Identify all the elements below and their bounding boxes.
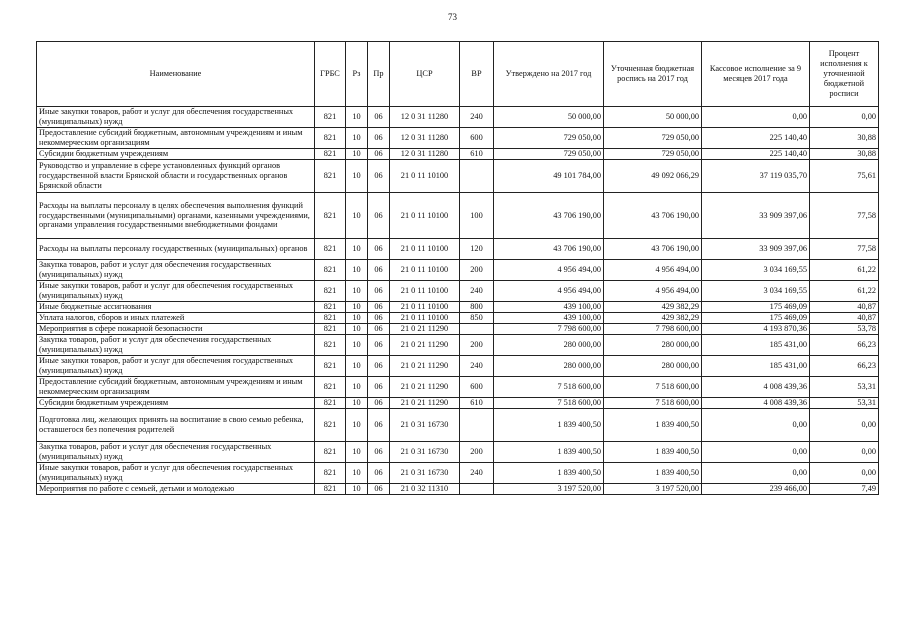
- row-refined: 280 000,00: [604, 356, 702, 377]
- row-approved: 1 839 400,50: [494, 442, 604, 463]
- row-csr: 21 0 21 11290: [390, 356, 460, 377]
- row-pr: 06: [368, 335, 390, 356]
- row-approved: 1 839 400,50: [494, 463, 604, 484]
- row-grbs: 821: [315, 484, 346, 495]
- table-row: [37, 107, 879, 128]
- table-row: [37, 281, 879, 302]
- header-name: Наименование: [37, 42, 315, 107]
- page-number: 73: [448, 12, 457, 22]
- row-cash: 3 034 169,55: [702, 281, 810, 302]
- row-refined: 429 382,29: [604, 313, 702, 324]
- row-grbs: 821: [315, 409, 346, 442]
- row-grbs: 821: [315, 107, 346, 128]
- row-refined: 4 956 494,00: [604, 260, 702, 281]
- row-name: Закупка товаров, работ и услуг для обеспечения государственных (муниципальных) нужд: [37, 260, 315, 281]
- row-vr: 850: [460, 313, 494, 324]
- row-rz: 10: [346, 260, 368, 281]
- row-vr: [460, 324, 494, 335]
- row-vr: 600: [460, 128, 494, 149]
- row-pr: 06: [368, 398, 390, 409]
- row-refined: 1 839 400,50: [604, 463, 702, 484]
- row-refined: 7 798 600,00: [604, 324, 702, 335]
- row-vr: [460, 484, 494, 495]
- table-row: [37, 377, 879, 398]
- row-percent: 30,88: [810, 149, 879, 160]
- row-vr: 120: [460, 239, 494, 260]
- row-pr: 06: [368, 409, 390, 442]
- row-percent: 0,00: [810, 442, 879, 463]
- row-csr: 21 0 21 11290: [390, 398, 460, 409]
- row-vr: 800: [460, 302, 494, 313]
- row-vr: 200: [460, 335, 494, 356]
- row-cash: 33 909 397,06: [702, 239, 810, 260]
- row-grbs: 821: [315, 160, 346, 193]
- row-cash: 0,00: [702, 442, 810, 463]
- row-approved: 7 798 600,00: [494, 324, 604, 335]
- row-grbs: 821: [315, 377, 346, 398]
- row-rz: 10: [346, 377, 368, 398]
- row-cash: 4 008 439,36: [702, 377, 810, 398]
- row-vr: 240: [460, 463, 494, 484]
- row-name: Мероприятия в сфере пожарной безопасности: [37, 324, 315, 335]
- row-rz: 10: [346, 335, 368, 356]
- row-refined: 429 382,29: [604, 302, 702, 313]
- row-approved: 7 518 600,00: [494, 398, 604, 409]
- row-cash: 4 008 439,36: [702, 398, 810, 409]
- row-approved: 50 000,00: [494, 107, 604, 128]
- budget-execution-table: [36, 41, 879, 495]
- row-pr: 06: [368, 149, 390, 160]
- header-row: [37, 42, 879, 107]
- row-cash: 225 140,40: [702, 149, 810, 160]
- row-refined: 50 000,00: [604, 107, 702, 128]
- row-csr: 12 0 31 11280: [390, 128, 460, 149]
- row-refined: 7 518 600,00: [604, 398, 702, 409]
- row-name: Иные закупки товаров, работ и услуг для обеспечения государственных (муниципальных) нужд: [37, 281, 315, 302]
- header-grbs: ГРБС: [315, 42, 346, 107]
- row-percent: 40,87: [810, 302, 879, 313]
- row-grbs: 821: [315, 302, 346, 313]
- row-csr: 21 0 11 10100: [390, 313, 460, 324]
- row-rz: 10: [346, 160, 368, 193]
- header-refined: Уточненная бюджетная роспись на 2017 год: [604, 42, 702, 107]
- row-approved: 7 518 600,00: [494, 377, 604, 398]
- row-name: Предоставление субсидий бюджетным, автономным учреждениям и иным некоммерческим организациям: [37, 128, 315, 149]
- row-name: Субсидии бюджетным учреждениям: [37, 149, 315, 160]
- row-cash: 33 909 397,06: [702, 193, 810, 239]
- row-cash: 0,00: [702, 107, 810, 128]
- row-approved: 439 100,00: [494, 313, 604, 324]
- row-rz: 10: [346, 398, 368, 409]
- header-percent: Процент исполнения к уточненной бюджетной росписи: [810, 42, 879, 107]
- row-name: Закупка товаров, работ и услуг для обеспечения государственных (муниципальных) нужд: [37, 442, 315, 463]
- row-percent: 75,61: [810, 160, 879, 193]
- row-vr: 200: [460, 442, 494, 463]
- table-row: [37, 128, 879, 149]
- row-csr: 21 0 11 10100: [390, 281, 460, 302]
- header-rz: Рз: [346, 42, 368, 107]
- row-refined: 43 706 190,00: [604, 193, 702, 239]
- row-percent: 0,00: [810, 107, 879, 128]
- row-approved: 729 050,00: [494, 149, 604, 160]
- row-rz: 10: [346, 302, 368, 313]
- row-refined: 43 706 190,00: [604, 239, 702, 260]
- table-row: [37, 398, 879, 409]
- row-vr: 200: [460, 260, 494, 281]
- row-vr: 610: [460, 149, 494, 160]
- row-vr: 240: [460, 281, 494, 302]
- row-approved: 4 956 494,00: [494, 260, 604, 281]
- row-approved: 43 706 190,00: [494, 193, 604, 239]
- row-approved: 439 100,00: [494, 302, 604, 313]
- row-grbs: 821: [315, 356, 346, 377]
- row-approved: 3 197 520,00: [494, 484, 604, 495]
- row-refined: 1 839 400,50: [604, 409, 702, 442]
- row-percent: 53,78: [810, 324, 879, 335]
- row-csr: 21 0 32 11310: [390, 484, 460, 495]
- row-percent: 0,00: [810, 463, 879, 484]
- row-cash: 37 119 035,70: [702, 160, 810, 193]
- row-cash: 175 469,09: [702, 313, 810, 324]
- row-vr: 600: [460, 377, 494, 398]
- row-pr: 06: [368, 377, 390, 398]
- row-pr: 06: [368, 463, 390, 484]
- table-row: [37, 484, 879, 495]
- row-approved: 1 839 400,50: [494, 409, 604, 442]
- row-grbs: 821: [315, 398, 346, 409]
- row-grbs: 821: [315, 260, 346, 281]
- table-row: [37, 356, 879, 377]
- row-csr: 21 0 11 10100: [390, 160, 460, 193]
- row-percent: 7,49: [810, 484, 879, 495]
- row-refined: 280 000,00: [604, 335, 702, 356]
- row-name: Закупка товаров, работ и услуг для обеспечения государственных (муниципальных) нужд: [37, 335, 315, 356]
- row-vr: 240: [460, 356, 494, 377]
- row-name: Руководство и управление в сфере установленных функций органов государственной власти Брянской области и государственных органов Брянской области: [37, 160, 315, 193]
- row-pr: 06: [368, 239, 390, 260]
- table-row: [37, 239, 879, 260]
- row-cash: 4 193 870,36: [702, 324, 810, 335]
- row-grbs: 821: [315, 324, 346, 335]
- table-row: [37, 149, 879, 160]
- row-percent: 66,23: [810, 356, 879, 377]
- row-csr: 21 0 11 10100: [390, 260, 460, 281]
- table-row: [37, 463, 879, 484]
- row-approved: 49 101 784,00: [494, 160, 604, 193]
- header-approved: Утверждено на 2017 год: [494, 42, 604, 107]
- row-name: Уплата налогов, сборов и иных платежей: [37, 313, 315, 324]
- row-rz: 10: [346, 356, 368, 377]
- row-rz: 10: [346, 463, 368, 484]
- row-csr: 21 0 21 11290: [390, 324, 460, 335]
- row-csr: 12 0 31 11280: [390, 149, 460, 160]
- row-cash: 175 469,09: [702, 302, 810, 313]
- row-rz: 10: [346, 239, 368, 260]
- table-row: [37, 313, 879, 324]
- row-refined: 729 050,00: [604, 149, 702, 160]
- row-grbs: 821: [315, 281, 346, 302]
- row-grbs: 821: [315, 463, 346, 484]
- header-vr: ВР: [460, 42, 494, 107]
- row-percent: 77,58: [810, 193, 879, 239]
- row-name: Субсидии бюджетным учреждениям: [37, 398, 315, 409]
- row-refined: 729 050,00: [604, 128, 702, 149]
- row-vr: 240: [460, 107, 494, 128]
- row-pr: 06: [368, 484, 390, 495]
- row-pr: 06: [368, 260, 390, 281]
- row-percent: 30,88: [810, 128, 879, 149]
- row-percent: 53,31: [810, 377, 879, 398]
- row-rz: 10: [346, 409, 368, 442]
- row-pr: 06: [368, 324, 390, 335]
- row-rz: 10: [346, 193, 368, 239]
- row-rz: 10: [346, 442, 368, 463]
- row-cash: 0,00: [702, 409, 810, 442]
- row-grbs: 821: [315, 193, 346, 239]
- row-grbs: 821: [315, 128, 346, 149]
- row-approved: 4 956 494,00: [494, 281, 604, 302]
- row-rz: 10: [346, 128, 368, 149]
- row-refined: 1 839 400,50: [604, 442, 702, 463]
- row-vr: 100: [460, 193, 494, 239]
- row-percent: 77,58: [810, 239, 879, 260]
- row-cash: 185 431,00: [702, 356, 810, 377]
- row-rz: 10: [346, 484, 368, 495]
- row-pr: 06: [368, 160, 390, 193]
- row-csr: 21 0 31 16730: [390, 463, 460, 484]
- row-rz: 10: [346, 313, 368, 324]
- row-cash: 239 466,00: [702, 484, 810, 495]
- table-row: [37, 193, 879, 239]
- row-csr: 21 0 21 11290: [390, 377, 460, 398]
- row-pr: 06: [368, 107, 390, 128]
- row-name: Иные закупки товаров, работ и услуг для обеспечения государственных (муниципальных) нужд: [37, 463, 315, 484]
- row-vr: [460, 160, 494, 193]
- row-name: Иные бюджетные ассигнования: [37, 302, 315, 313]
- row-pr: 06: [368, 356, 390, 377]
- row-pr: 06: [368, 281, 390, 302]
- row-grbs: 821: [315, 239, 346, 260]
- row-percent: 61,22: [810, 260, 879, 281]
- row-percent: 40,87: [810, 313, 879, 324]
- row-rz: 10: [346, 107, 368, 128]
- row-csr: 21 0 21 11290: [390, 335, 460, 356]
- row-csr: 21 0 31 16730: [390, 409, 460, 442]
- row-approved: 280 000,00: [494, 335, 604, 356]
- row-approved: 729 050,00: [494, 128, 604, 149]
- row-grbs: 821: [315, 313, 346, 324]
- row-cash: 3 034 169,55: [702, 260, 810, 281]
- row-grbs: 821: [315, 442, 346, 463]
- row-pr: 06: [368, 193, 390, 239]
- row-pr: 06: [368, 442, 390, 463]
- row-cash: 225 140,40: [702, 128, 810, 149]
- row-pr: 06: [368, 313, 390, 324]
- row-refined: 49 092 066,29: [604, 160, 702, 193]
- row-refined: 3 197 520,00: [604, 484, 702, 495]
- table-row: [37, 260, 879, 281]
- row-grbs: 821: [315, 149, 346, 160]
- header-cash: Кассовое исполнение за 9 месяцев 2017 года: [702, 42, 810, 107]
- row-csr: 21 0 11 10100: [390, 302, 460, 313]
- row-csr: 21 0 31 16730: [390, 442, 460, 463]
- row-name: Подготовка лиц, желающих принять на воспитание в свою семью ребенка, оставшегося без попечения родителей: [37, 409, 315, 442]
- row-grbs: 821: [315, 335, 346, 356]
- row-percent: 53,31: [810, 398, 879, 409]
- row-rz: 10: [346, 149, 368, 160]
- row-name: Расходы на выплаты персоналу в целях обеспечения выполнения функций государственными (муниципальными) органами, казенными учреждениями, органами управления государственными внебюджетными фондами: [37, 193, 315, 239]
- row-approved: 43 706 190,00: [494, 239, 604, 260]
- header-pr: Пр: [368, 42, 390, 107]
- row-cash: 0,00: [702, 463, 810, 484]
- table-row: [37, 442, 879, 463]
- row-refined: 7 518 600,00: [604, 377, 702, 398]
- row-percent: 66,23: [810, 335, 879, 356]
- table-row: [37, 409, 879, 442]
- row-name: Предоставление субсидий бюджетным, автономным учреждениям и иным некоммерческим организациям: [37, 377, 315, 398]
- row-vr: 610: [460, 398, 494, 409]
- row-name: Иные закупки товаров, работ и услуг для обеспечения государственных (муниципальных) нужд: [37, 356, 315, 377]
- header-csr: ЦСР: [390, 42, 460, 107]
- row-approved: 280 000,00: [494, 356, 604, 377]
- row-rz: 10: [346, 324, 368, 335]
- row-pr: 06: [368, 302, 390, 313]
- row-pr: 06: [368, 128, 390, 149]
- table-row: [37, 302, 879, 313]
- row-percent: 0,00: [810, 409, 879, 442]
- table-row: [37, 160, 879, 193]
- row-percent: 61,22: [810, 281, 879, 302]
- row-vr: [460, 409, 494, 442]
- row-cash: 185 431,00: [702, 335, 810, 356]
- row-name: Мероприятия по работе с семьей, детьми и молодежью: [37, 484, 315, 495]
- row-refined: 4 956 494,00: [604, 281, 702, 302]
- table-row: [37, 335, 879, 356]
- row-name: Иные закупки товаров, работ и услуг для обеспечения государственных (муниципальных) нужд: [37, 107, 315, 128]
- row-csr: 21 0 11 10100: [390, 239, 460, 260]
- row-csr: 12 0 31 11280: [390, 107, 460, 128]
- row-name: Расходы на выплаты персоналу государственных (муниципальных) органов: [37, 239, 315, 260]
- row-rz: 10: [346, 281, 368, 302]
- row-csr: 21 0 11 10100: [390, 193, 460, 239]
- table-row: [37, 324, 879, 335]
